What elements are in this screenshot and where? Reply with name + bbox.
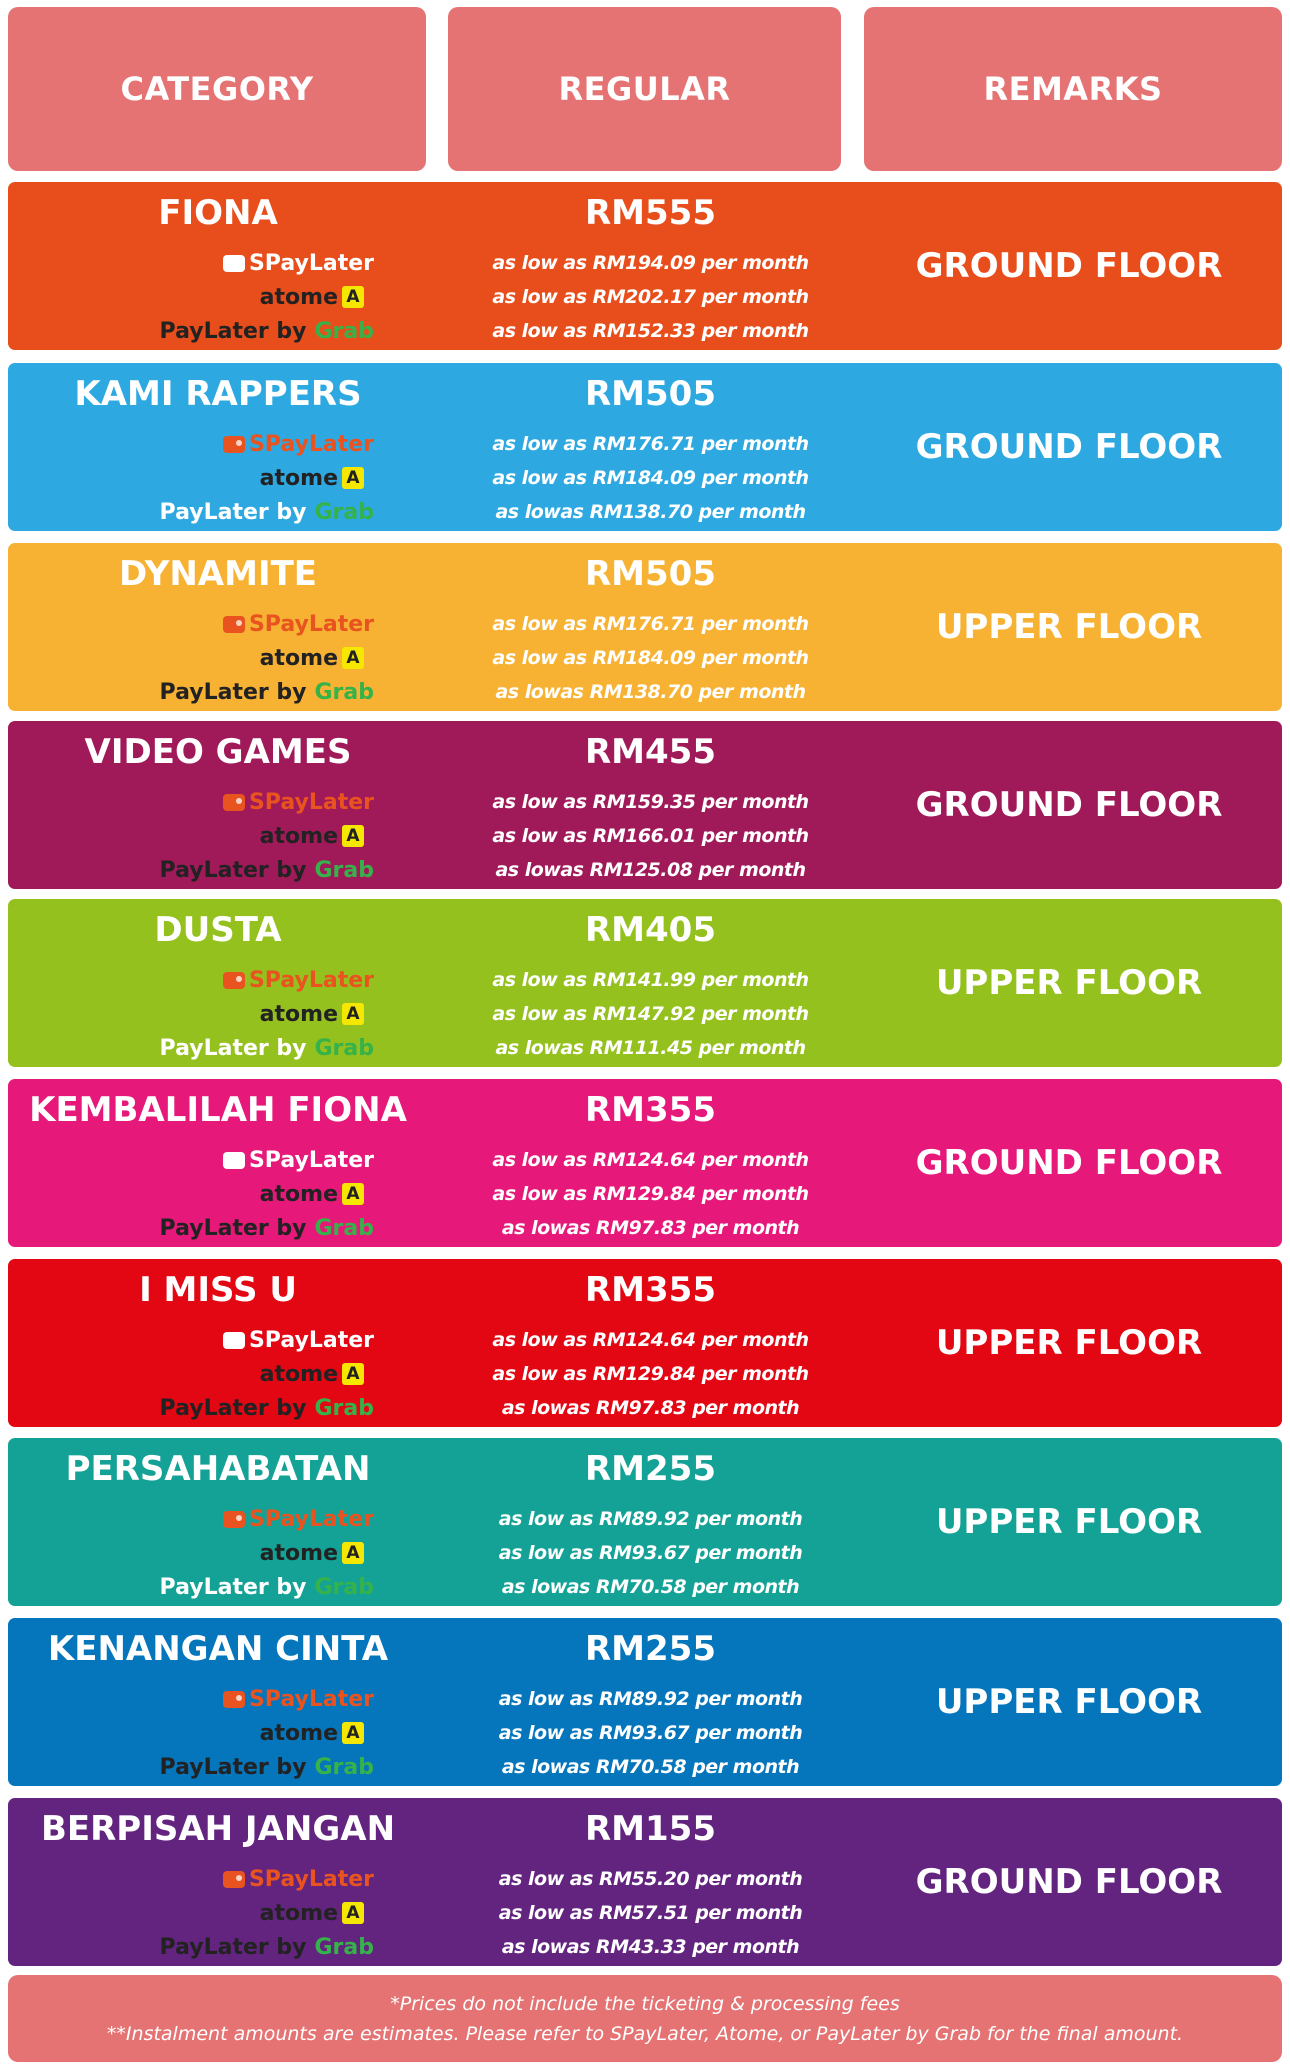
atome-logo <box>158 997 364 1031</box>
atome-mark-icon: A <box>342 825 364 847</box>
floor-remark: UPPER FLOOR <box>935 1682 1203 1722</box>
atome-instalment: as low as RM184.09 per month <box>492 647 809 669</box>
footnote-instalment: **Instalment amounts are estimates. Please refer to SPayLater, Atome, or PayLater by Grab for the final amount. <box>106 2022 1184 2045</box>
payment-logos <box>158 1502 374 1604</box>
grab-logo-text: Grab <box>314 1934 374 1960</box>
floor-remark: GROUND FLOOR <box>915 785 1223 825</box>
grab-instalment: as lowas RM97.83 per month <box>501 1217 800 1239</box>
atome-mark-icon: A <box>342 1902 364 1924</box>
atome-mark-icon: A <box>342 1183 364 1205</box>
regular-header <box>448 7 841 171</box>
price-row-video-games <box>8 721 1282 889</box>
spaylater-instalment: as low as RM176.71 per month <box>492 613 809 635</box>
spaylater-instalment: as low as RM89.92 per month <box>498 1508 803 1530</box>
atome-logo <box>158 1177 364 1211</box>
atome-instalment: as low as RM202.17 per month <box>492 286 809 308</box>
payment-logos <box>158 1682 374 1784</box>
price-row-kami-rappers <box>8 363 1282 531</box>
grab-instalment: as lowas RM138.70 per month <box>495 681 806 703</box>
category-header <box>8 7 426 171</box>
category-header-label: CATEGORY <box>120 70 314 108</box>
paylater-by-text: PayLater by <box>159 499 307 525</box>
payment-logos <box>158 246 374 348</box>
atome-mark-icon: A <box>342 1722 364 1744</box>
spaylater-instalment: as low as RM89.92 per month <box>498 1688 803 1710</box>
regular-price: RM455 <box>585 732 716 772</box>
instalment-list <box>448 1502 853 1604</box>
payment-logos <box>158 785 374 887</box>
spaylater-instalment: as low as RM141.99 per month <box>492 969 809 991</box>
instalment-list <box>448 246 853 348</box>
category-name: I MISS U <box>139 1270 297 1310</box>
floor-remark: GROUND FLOOR <box>915 427 1223 467</box>
grab-logo-text: Grab <box>314 318 374 344</box>
atome-instalment: as low as RM184.09 per month <box>492 467 809 489</box>
spaylater-logo <box>158 963 374 997</box>
atome-logo-text: atome <box>259 1001 338 1027</box>
spaylater-icon <box>223 1511 245 1528</box>
paylater-by-text: PayLater by <box>159 1395 307 1421</box>
spaylater-icon <box>223 616 245 633</box>
category-name: KEMBALILAH FIONA <box>29 1090 407 1130</box>
paylater-by-grab-logo <box>158 1211 374 1245</box>
spaylater-logo <box>158 785 374 819</box>
grab-logo-text: Grab <box>314 1395 374 1421</box>
atome-logo <box>158 641 364 675</box>
payment-logos <box>158 1323 374 1425</box>
atome-logo <box>158 1357 364 1391</box>
instalment-list <box>448 1682 853 1784</box>
atome-mark-icon: A <box>342 647 364 669</box>
atome-logo <box>158 1716 364 1750</box>
paylater-by-grab-logo <box>158 1750 374 1784</box>
paylater-by-text: PayLater by <box>159 1754 307 1780</box>
instalment-list <box>448 963 853 1065</box>
grab-instalment: as lowas RM138.70 per month <box>495 501 806 523</box>
category-name: KAMI RAPPERS <box>74 374 362 414</box>
category-name: FIONA <box>158 193 278 233</box>
spaylater-icon <box>223 1152 245 1169</box>
grab-logo-text: Grab <box>314 1574 374 1600</box>
atome-mark-icon: A <box>342 1363 364 1385</box>
grab-instalment: as lowas RM125.08 per month <box>495 859 806 881</box>
atome-logo-text: atome <box>259 465 338 491</box>
grab-logo-text: Grab <box>314 1754 374 1780</box>
grab-logo-text: Grab <box>314 1035 374 1061</box>
price-row-kenangan-cinta <box>8 1618 1282 1786</box>
price-row-dusta <box>8 899 1282 1067</box>
regular-price: RM355 <box>585 1090 716 1130</box>
instalment-list <box>448 1143 853 1245</box>
paylater-by-text: PayLater by <box>159 679 307 705</box>
paylater-by-grab-logo <box>158 1570 374 1604</box>
regular-price: RM255 <box>585 1629 716 1669</box>
floor-remark: GROUND FLOOR <box>915 246 1223 286</box>
paylater-by-grab-logo <box>158 314 374 348</box>
paylater-by-grab-logo <box>158 1930 374 1964</box>
spaylater-logo <box>158 1502 374 1536</box>
paylater-by-text: PayLater by <box>159 1574 307 1600</box>
instalment-list <box>448 1323 853 1425</box>
spaylater-icon <box>223 436 245 453</box>
regular-price: RM355 <box>585 1270 716 1310</box>
grab-instalment: as low as RM152.33 per month <box>492 320 809 342</box>
atome-logo-text: atome <box>259 1720 338 1746</box>
atome-logo <box>158 280 364 314</box>
paylater-by-text: PayLater by <box>159 1215 307 1241</box>
spaylater-logo-text: SPayLater <box>248 1327 374 1353</box>
spaylater-instalment: as low as RM124.64 per month <box>492 1149 809 1171</box>
grab-instalment: as lowas RM97.83 per month <box>501 1397 800 1419</box>
footnote <box>8 1975 1282 2062</box>
spaylater-logo-text: SPayLater <box>248 1866 374 1892</box>
atome-logo <box>158 461 364 495</box>
spaylater-logo-text: SPayLater <box>248 967 374 993</box>
category-name: DYNAMITE <box>118 554 318 594</box>
footnote-fees: *Prices do not include the ticketing & processing fees <box>390 1992 900 2015</box>
regular-price: RM255 <box>585 1449 716 1489</box>
paylater-by-grab-logo <box>158 1391 374 1425</box>
spaylater-logo <box>158 1862 374 1896</box>
category-name: VIDEO GAMES <box>84 732 352 772</box>
atome-instalment: as low as RM57.51 per month <box>498 1902 803 1924</box>
atome-logo <box>158 819 364 853</box>
payment-logos <box>158 1862 374 1964</box>
regular-price: RM155 <box>585 1809 716 1849</box>
spaylater-logo <box>158 246 374 280</box>
paylater-by-grab-logo <box>158 1031 374 1065</box>
category-name: DUSTA <box>154 910 282 950</box>
category-name: PERSAHABATAN <box>65 1449 371 1489</box>
spaylater-icon <box>223 1871 245 1888</box>
paylater-by-text: PayLater by <box>159 1035 307 1061</box>
instalment-list <box>448 427 853 529</box>
spaylater-logo-text: SPayLater <box>248 1147 374 1173</box>
floor-remark: UPPER FLOOR <box>935 963 1203 1003</box>
price-row-fiona <box>8 182 1282 350</box>
spaylater-logo-text: SPayLater <box>248 789 374 815</box>
category-name: BERPISAH JANGAN <box>40 1809 396 1849</box>
spaylater-logo-text: SPayLater <box>248 1686 374 1712</box>
paylater-by-text: PayLater by <box>159 318 307 344</box>
grab-logo-text: Grab <box>314 499 374 525</box>
paylater-by-grab-logo <box>158 495 374 529</box>
remarks-header <box>864 7 1282 171</box>
remarks-header-label: REMARKS <box>983 70 1163 108</box>
instalment-list <box>448 785 853 887</box>
floor-remark: UPPER FLOOR <box>935 607 1203 647</box>
payment-logos <box>158 963 374 1065</box>
category-name: KENANGAN CINTA <box>47 1629 389 1669</box>
spaylater-icon <box>223 794 245 811</box>
atome-logo-text: atome <box>259 1900 338 1926</box>
spaylater-icon <box>223 1332 245 1349</box>
atome-instalment: as low as RM129.84 per month <box>492 1363 809 1385</box>
grab-instalment: as lowas RM70.58 per month <box>501 1576 800 1598</box>
paylater-by-text: PayLater by <box>159 1934 307 1960</box>
payment-logos <box>158 1143 374 1245</box>
grab-logo-text: Grab <box>314 679 374 705</box>
payment-logos <box>158 427 374 529</box>
regular-price: RM505 <box>585 374 716 414</box>
atome-mark-icon: A <box>342 286 364 308</box>
atome-logo-text: atome <box>259 284 338 310</box>
price-row-berpisah-jangan <box>8 1798 1282 1966</box>
spaylater-logo <box>158 1143 374 1177</box>
atome-instalment: as low as RM93.67 per month <box>498 1542 803 1564</box>
spaylater-logo <box>158 1323 374 1357</box>
spaylater-instalment: as low as RM124.64 per month <box>492 1329 809 1351</box>
atome-logo-text: atome <box>259 1361 338 1387</box>
instalment-list <box>448 1862 853 1964</box>
price-row-i-miss-u <box>8 1259 1282 1427</box>
atome-instalment: as low as RM93.67 per month <box>498 1722 803 1744</box>
spaylater-icon <box>223 972 245 989</box>
spaylater-logo <box>158 607 374 641</box>
spaylater-instalment: as low as RM176.71 per month <box>492 433 809 455</box>
grab-instalment: as lowas RM70.58 per month <box>501 1756 800 1778</box>
spaylater-logo <box>158 1682 374 1716</box>
regular-price: RM505 <box>585 554 716 594</box>
price-row-persahabatan <box>8 1438 1282 1606</box>
paylater-by-grab-logo <box>158 675 374 709</box>
floor-remark: GROUND FLOOR <box>915 1862 1223 1902</box>
grab-instalment: as lowas RM111.45 per month <box>495 1037 806 1059</box>
regular-price: RM405 <box>585 910 716 950</box>
atome-logo-text: atome <box>259 1181 338 1207</box>
paylater-by-text: PayLater by <box>159 857 307 883</box>
spaylater-logo-text: SPayLater <box>248 1506 374 1532</box>
atome-instalment: as low as RM147.92 per month <box>492 1003 809 1025</box>
spaylater-icon <box>223 255 245 272</box>
atome-logo-text: atome <box>259 1540 338 1566</box>
spaylater-instalment: as low as RM55.20 per month <box>498 1868 803 1890</box>
atome-mark-icon: A <box>342 467 364 489</box>
atome-mark-icon: A <box>342 1542 364 1564</box>
paylater-by-grab-logo <box>158 853 374 887</box>
atome-logo <box>158 1536 364 1570</box>
grab-instalment: as lowas RM43.33 per month <box>501 1936 800 1958</box>
spaylater-instalment: as low as RM159.35 per month <box>492 791 809 813</box>
floor-remark: UPPER FLOOR <box>935 1502 1203 1542</box>
instalment-list <box>448 607 853 709</box>
price-row-kembalilah-fiona <box>8 1079 1282 1247</box>
atome-logo-text: atome <box>259 645 338 671</box>
price-row-dynamite <box>8 543 1282 711</box>
spaylater-logo-text: SPayLater <box>248 250 374 276</box>
spaylater-logo-text: SPayLater <box>248 431 374 457</box>
payment-logos <box>158 607 374 709</box>
grab-logo-text: Grab <box>314 1215 374 1241</box>
atome-logo <box>158 1896 364 1930</box>
regular-header-label: REGULAR <box>558 70 731 108</box>
spaylater-logo <box>158 427 374 461</box>
atome-mark-icon: A <box>342 1003 364 1025</box>
regular-price: RM555 <box>585 193 716 233</box>
spaylater-instalment: as low as RM194.09 per month <box>492 252 809 274</box>
spaylater-icon <box>223 1691 245 1708</box>
atome-instalment: as low as RM166.01 per month <box>492 825 809 847</box>
atome-logo-text: atome <box>259 823 338 849</box>
spaylater-logo-text: SPayLater <box>248 611 374 637</box>
floor-remark: GROUND FLOOR <box>915 1143 1223 1183</box>
atome-instalment: as low as RM129.84 per month <box>492 1183 809 1205</box>
floor-remark: UPPER FLOOR <box>935 1323 1203 1363</box>
grab-logo-text: Grab <box>314 857 374 883</box>
